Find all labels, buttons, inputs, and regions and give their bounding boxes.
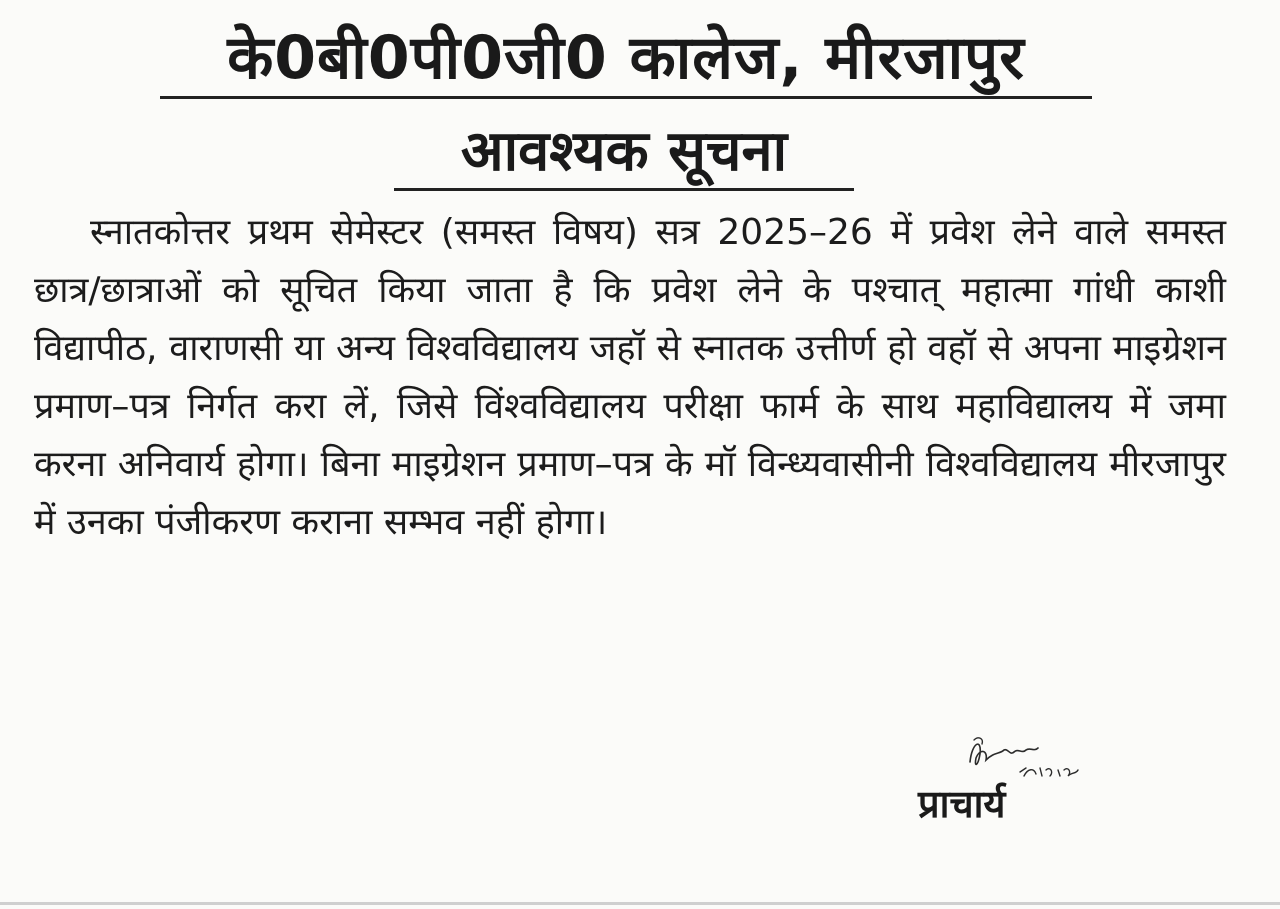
notice-title-underline (394, 188, 854, 191)
college-name-underline (160, 96, 1092, 99)
notice-body: स्नातकोत्तर प्रथम सेमेस्टर (समस्त विषय) सत्र 2025–26 में प्रवेश लेने वाले समस्त छात्र/छात्राओं को सूचित किया जाता है कि प्रवेश लेने के पश्चात् महात्मा गांधी काशी विद्यापीठ, वाराणसी या अन्य विश्वविद्यालय जहॉ से स्नातक उत्तीर्ण हो वहॉ से अपना माइग्रेशन प्रमाण–पत्र निर्गत करा लें, जिसे विंश्वविद्यालय परीक्षा फार्म के साथ महाविद्यालय में जमा करना अनिवार्य होगा। बिना माइग्रेशन प्रमाण–पत्र के मॉ विन्ध्यवासीनी विश्वविद्यालय मीरजापुर में उनका पंजीकरण कराना सम्भव नहीं होगा। (34, 212, 1226, 543)
principal-signature (964, 732, 1094, 782)
college-name: के0बी0पी0जी0 कालेज, मीरजापुर (227, 23, 1025, 93)
signature-scribble (964, 732, 1094, 782)
principal-designation: प्राचार्य (918, 782, 1006, 826)
page-bottom-edge (0, 902, 1280, 905)
notice-title: आवश्यक सूचना (460, 119, 788, 184)
